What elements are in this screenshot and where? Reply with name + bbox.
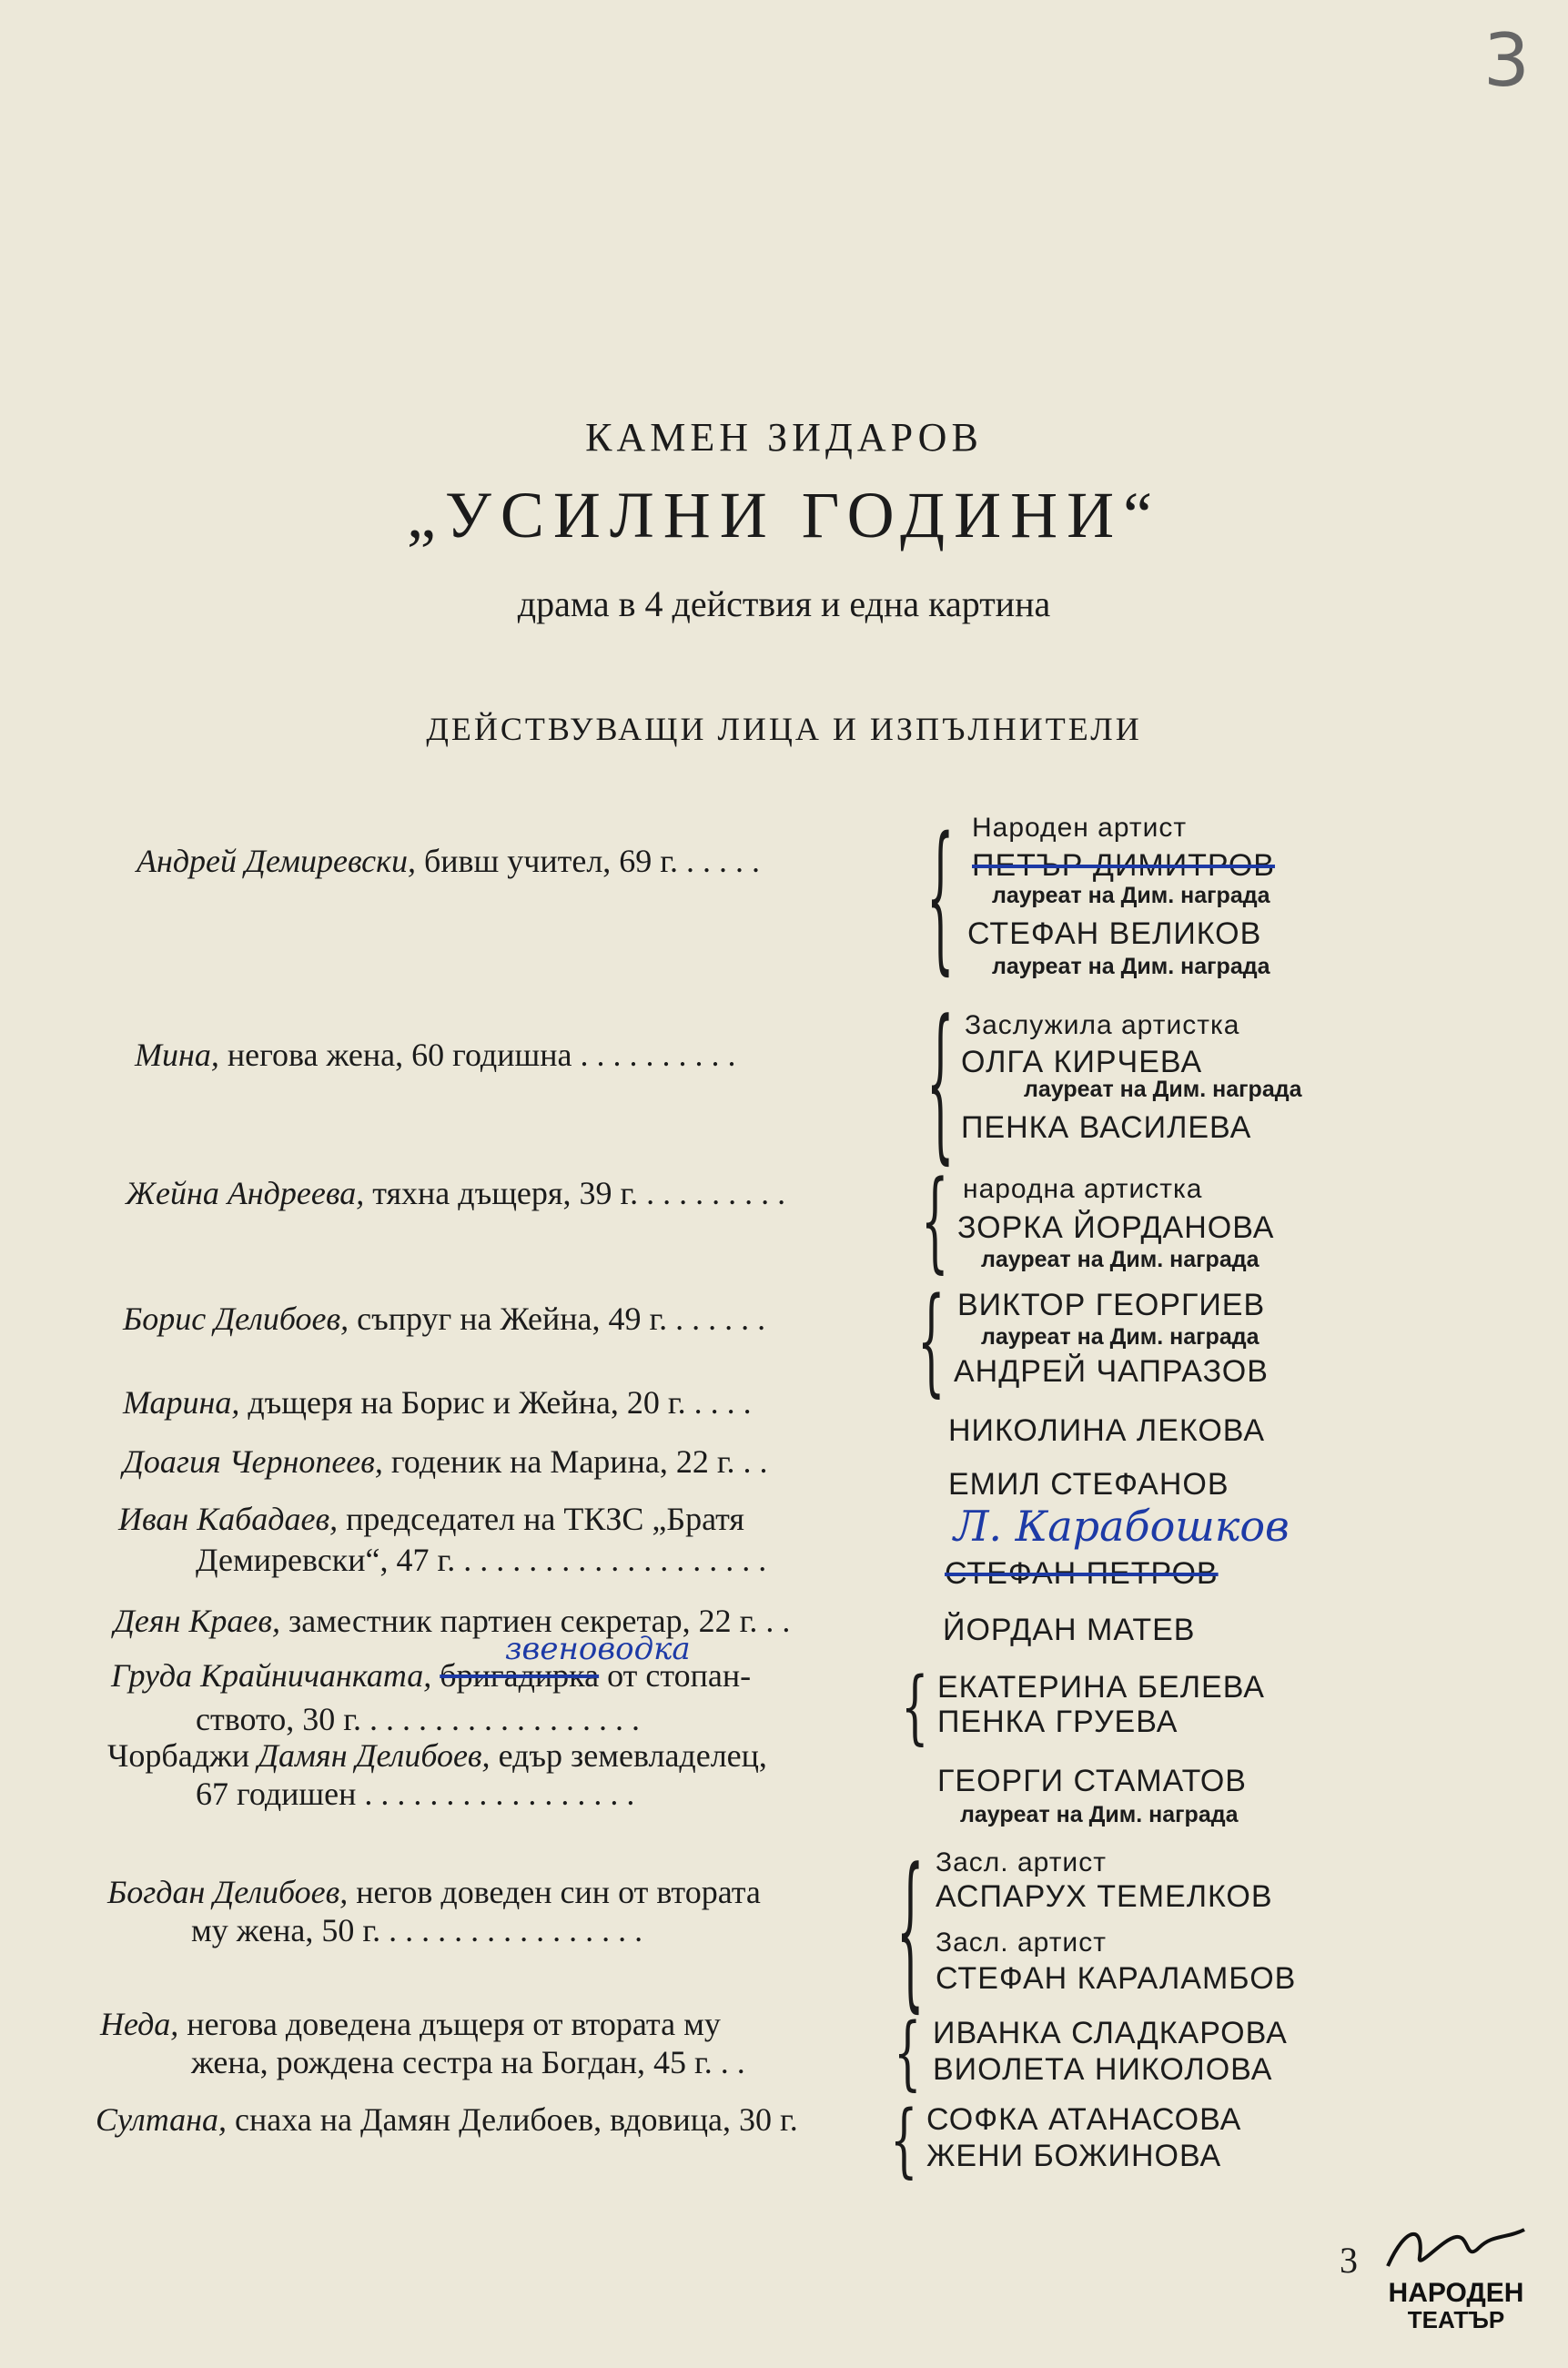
role-desc: негова жена, 60 годишна . . . . . . . . . . [227,1037,736,1073]
brace-icon: { [921,1157,949,1284]
role-desc-line2: ството, 30 г. . . . . . . . . . . . . . . . . . [196,1701,640,1737]
play-title: „УСИЛНИ ГОДИНИ“ [406,479,1162,552]
actor-name: НИКОЛИНА ЛЕКОВА [948,1413,1265,1448]
role-desc: снаха на Дамян Делибоев, вдовица, 30 г. [235,2101,798,2138]
actor-name: ПЕНКА ВАСИЛЕВА [961,1110,1252,1145]
role-ivan [118,1500,744,1538]
actor-title: Засл. артист [936,1928,1107,1958]
actor-name: ИВАНКА СЛАДКАРОВА [933,2016,1288,2050]
role-desc: заместник партиен секретар, 22 г. . . [288,1603,791,1639]
role-name: Груда Крайничанката, [111,1657,432,1694]
role-marina [123,1383,752,1422]
logo-signature-icon [1370,2221,1543,2275]
handwritten-actor: Л. Карабошков [954,1502,1290,1551]
actor-name: ЕМИЛ СТЕФАНОВ [948,1467,1229,1502]
actor-name: ЖЕНИ БОЖИНОВА [926,2139,1222,2173]
award-note: лауреат на Дим. награда [992,954,1270,979]
actor-name: ГЕОРГИ СТАМАТОВ [937,1764,1247,1798]
role-andrey [137,842,760,880]
role-name: Марина, [123,1384,240,1421]
role-zheyna [126,1174,785,1212]
award-note: лауреат на Дим. награда [981,1324,1259,1350]
role-desc: от стопан- [607,1657,752,1694]
award-note: лауреат на Дим. награда [1024,1077,1302,1102]
actor-name: ОЛГА КИРЧЕВА [961,1045,1203,1079]
award-note: лауреат на Дим. награда [981,1247,1259,1272]
role-desc: тяхна дъщеря, 39 г. . . . . . . . . . [372,1175,786,1211]
role-desc: негова доведена дъщеря от втората му [187,2006,721,2042]
brace-icon: { [890,2093,918,2187]
award-note: лауреат на Дим. награда [992,883,1270,908]
role-name: Дамян Делибоев, [258,1737,491,1774]
role-name: Андрей Демиревски, [137,843,416,879]
role-desc-line2: му жена, 50 г. . . . . . . . . . . . . . . . . [191,1912,643,1948]
actor-title: Засл. артист [936,1847,1107,1877]
actor-name: СТЕФАН ВЕЛИКОВ [967,916,1262,951]
role-desc: дъщеря на Борис и Жейна, 20 г. . . . . [248,1384,752,1421]
actor-name: ВИКТОР ГЕОРГИЕВ [957,1288,1266,1322]
actor-name: СТЕФАН КАРАЛАМБОВ [936,1961,1297,1996]
role-name: Доагия Чернопеев, [123,1443,383,1480]
brace-icon: { [901,1660,929,1754]
actor-name: ЗОРКА ЙОРДАНОВА [957,1210,1275,1245]
role-desc: съпруг на Жейна, 49 г. . . . . . . [357,1300,766,1337]
role-desc-line2: жена, рождена сестра на Богдан, 45 г. . . [191,2044,745,2080]
handwritten-role: звеноводка [505,1631,691,1667]
logo-line1: НАРОДЕН [1388,2278,1524,2308]
role-neda [100,2005,721,2043]
brace-icon: { [926,803,955,990]
author-name: КАМЕН ЗИДАРОВ [585,415,983,460]
brace-icon: { [896,1832,925,2028]
role-name: Богдан Делибоев, [107,1874,349,1910]
brace-icon: { [917,1272,946,1409]
role-desc: негов доведен син от втората [356,1874,761,1910]
actor-name: ЙОРДАН МАТЕВ [943,1613,1196,1647]
role-desc-line2: 67 годишен . . . . . . . . . . . . . . . . . [196,1776,635,1812]
actor-struck: СТЕФАН ПЕТРОВ [945,1556,1219,1591]
national-theatre-logo [1370,2221,1543,2339]
brace-icon: { [894,2006,922,2100]
role-mina [135,1036,735,1074]
role-desc: председател на ТКЗС „Братя [346,1501,744,1537]
role-name: Султана, [96,2101,228,2138]
role-bogdan [107,1873,761,1911]
actor-struck: ПЕТЪР ДИМИТРОВ [972,848,1275,883]
role-desc: годеник на Марина, 22 г. . . [390,1443,768,1480]
role-desc: бивш учител, 69 г. . . . . . [423,843,761,879]
role-desc-struck: бригадирка [440,1657,600,1694]
role-damyan [107,1736,767,1775]
role-name: Жейна Андреева, [126,1175,365,1211]
brace-icon: { [926,984,955,1179]
role-name: Деян Краев, [114,1603,280,1639]
role-desc: едър земевладелец, [498,1737,767,1774]
actor-name: ЕКАТЕРИНА БЕЛЕВА [937,1670,1265,1705]
role-doagia [123,1442,768,1481]
role-name: Иван Кабадаев, [118,1501,339,1537]
role-name: Мина, [135,1037,219,1073]
actor-title: народна артистка [963,1174,1203,1204]
role-prefix: Чорбаджи [107,1737,250,1774]
role-gruda [111,1656,751,1695]
pencil-page-mark: 3 [1483,18,1530,103]
page-number: 3 [1340,2240,1358,2281]
actor-name: АНДРЕЙ ЧАПРАЗОВ [954,1354,1269,1389]
role-boris [123,1300,765,1338]
role-name: Борис Делибоев, [123,1300,349,1337]
role-desc-line2: Демиревски“, 47 г. . . . . . . . . . . . . . . . . . . . [196,1542,767,1578]
actor-name: ВИОЛЕТА НИКОЛОВА [933,2052,1273,2087]
logo-line2: ТЕАТЪР [1407,2306,1505,2333]
role-name: Неда, [100,2006,179,2042]
role-sultana [96,2100,798,2139]
actor-title: Народен артист [972,813,1188,843]
actor-name: АСПАРУХ ТЕМЕЛКОВ [936,1879,1273,1914]
play-subtitle: драма в 4 действия и една картина [517,583,1051,624]
actor-name: СОФКА АТАНАСОВА [926,2102,1242,2137]
award-note: лауреат на Дим. награда [960,1802,1239,1827]
actor-name: ПЕНКА ГРУЕВА [937,1705,1179,1739]
cast-heading: ДЕЙСТВУВАЩИ ЛИЦА И ИЗПЪЛНИТЕЛИ [426,711,1142,747]
actor-title: Заслужила артистка [965,1010,1240,1040]
